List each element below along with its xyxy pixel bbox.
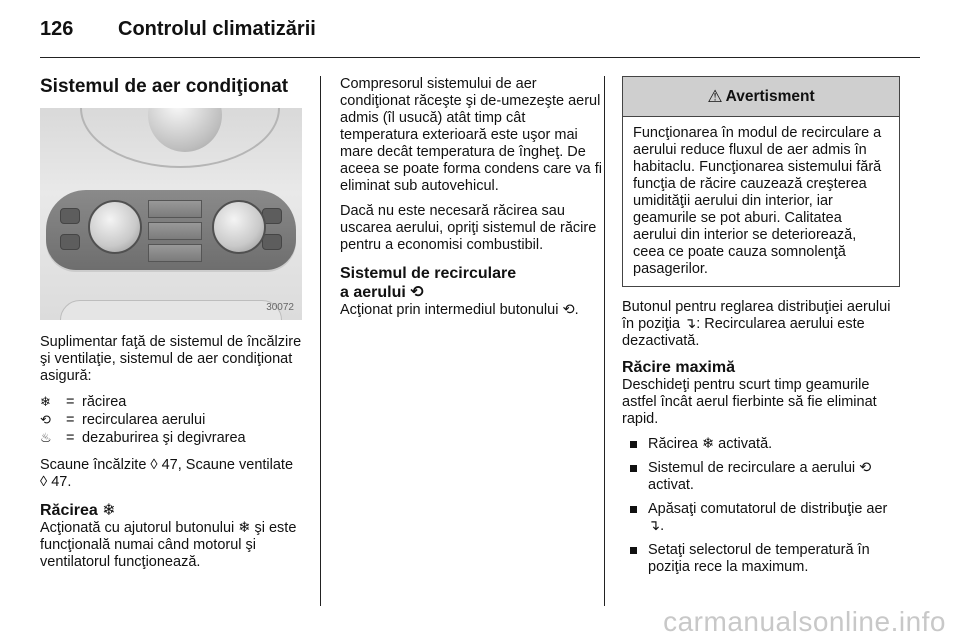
warning-header bbox=[623, 77, 899, 117]
warning-box bbox=[622, 76, 900, 287]
legend-row bbox=[40, 411, 302, 429]
legend-text: răcirea bbox=[82, 394, 127, 410]
intro-paragraph: Suplimentar faţă de sistemul de încălzire şi ventilaţie, sistemul de aer condiţionat asigură: bbox=[40, 334, 302, 384]
figure-button bbox=[60, 208, 80, 224]
legend-equals: = bbox=[66, 394, 75, 410]
page-header bbox=[40, 18, 316, 48]
section-title: Sistemul de aer condiţionat bbox=[40, 76, 289, 97]
compressor-paragraph: Compresorul sistemului de aer condiţionat răceşte şi de-umezeşte aerul admis (îl usucă) atât timp cât temperatura exterioară este uşor mai mare decât temperatura de îngheţ. De aceea se poate forma condens care va fi eliminat sub autovehicul. bbox=[340, 76, 602, 194]
figure-right-knob bbox=[212, 200, 266, 254]
column-divider bbox=[604, 76, 605, 606]
figure-button bbox=[262, 234, 282, 250]
seats-reference: Scaune încălzite ◊ 47, Scaune ventilate ◊ 47. bbox=[40, 457, 294, 490]
page-number: 126 bbox=[40, 18, 74, 40]
legend-row bbox=[40, 393, 302, 411]
figure-key bbox=[148, 244, 202, 262]
cooling-heading: Răcirea ❄ bbox=[40, 502, 116, 519]
distribution-paragraph: Butonul pentru reglarea distribuţiei aerului în poziţia ↴: Recircularea aerului este dezactivată. bbox=[622, 299, 891, 349]
column-divider bbox=[320, 76, 321, 606]
figure-code: 30072 bbox=[266, 302, 294, 313]
list-item: Răcirea ❄ activată. bbox=[622, 436, 900, 453]
figure-left-knob bbox=[88, 200, 142, 254]
watermark: carmanualsonline.info bbox=[663, 606, 946, 637]
warning-title: Avertisment bbox=[725, 88, 815, 105]
column-left bbox=[40, 76, 302, 579]
max-cooling-heading: Răcire maximă bbox=[622, 359, 735, 376]
figure-lower-panel bbox=[60, 300, 282, 320]
column-middle bbox=[340, 76, 602, 327]
warning-text: Funcţionarea în modul de recirculare a aerului reduce fluxul de aer admis în habitaclu. Funcţionarea sistemului fără funcţia de răcire cauzează creşterea umidităţii aerului din interior, iar geamurile se pot aburi. Calitatea aerului din interior se deteriorează, ceea ce poate cauza somnolenţă pasagerilor. bbox=[633, 125, 882, 277]
feature-legend bbox=[40, 393, 302, 447]
snowflake-icon: ❄ bbox=[40, 394, 51, 409]
warning-triangle-icon: ⚠ bbox=[707, 87, 723, 106]
legend-equals: = bbox=[66, 412, 75, 428]
list-item: Sistemul de recirculare a aerului ⟲ activat. bbox=[622, 460, 900, 494]
recirculation-paragraph: Acţionat prin intermediul butonului ⟲. bbox=[340, 302, 579, 318]
cooling-paragraph: Acţionată cu ajutorul butonului ❄ şi este funcţională numai când motorul şi ventilatorul funcţionează. bbox=[40, 520, 297, 570]
figure-key bbox=[148, 222, 202, 240]
legend-row bbox=[40, 429, 302, 447]
legend-equals: = bbox=[66, 430, 75, 446]
economy-paragraph: Dacă nu este necesară răcirea sau uscarea aerului, opriţi sistemul de răcire pentru a economisi combustibil. bbox=[340, 203, 597, 253]
recirculation-heading-line1: Sistemul de recirculare bbox=[340, 265, 517, 282]
recirculation-icon: ⟲ bbox=[40, 412, 51, 427]
list-item: Apăsaţi comutatorul de distribuţie aer ↴. bbox=[622, 501, 900, 535]
max-cooling-intro: Deschideţi pentru scurt timp geamurile astfel încât aerul fierbinte să fie eliminat rapid. bbox=[622, 377, 877, 427]
header-rule bbox=[40, 57, 920, 58]
climate-panel-figure bbox=[40, 108, 302, 320]
list-item: Setaţi selectorul de temperatură în poziţia rece la maximum. bbox=[622, 542, 900, 576]
legend-text: dezaburirea şi degivrarea bbox=[82, 430, 246, 446]
figure-button bbox=[60, 234, 80, 250]
page-title: Controlul climatizării bbox=[118, 18, 316, 40]
recirculation-heading-line2: a aerului ⟲ bbox=[340, 284, 424, 301]
defrost-icon: ♨ bbox=[40, 430, 52, 445]
figure-key bbox=[148, 200, 202, 218]
max-cooling-steps bbox=[622, 436, 900, 576]
column-right bbox=[622, 76, 900, 583]
legend-text: recircularea aerului bbox=[82, 412, 206, 428]
recirculation-heading bbox=[340, 264, 602, 302]
